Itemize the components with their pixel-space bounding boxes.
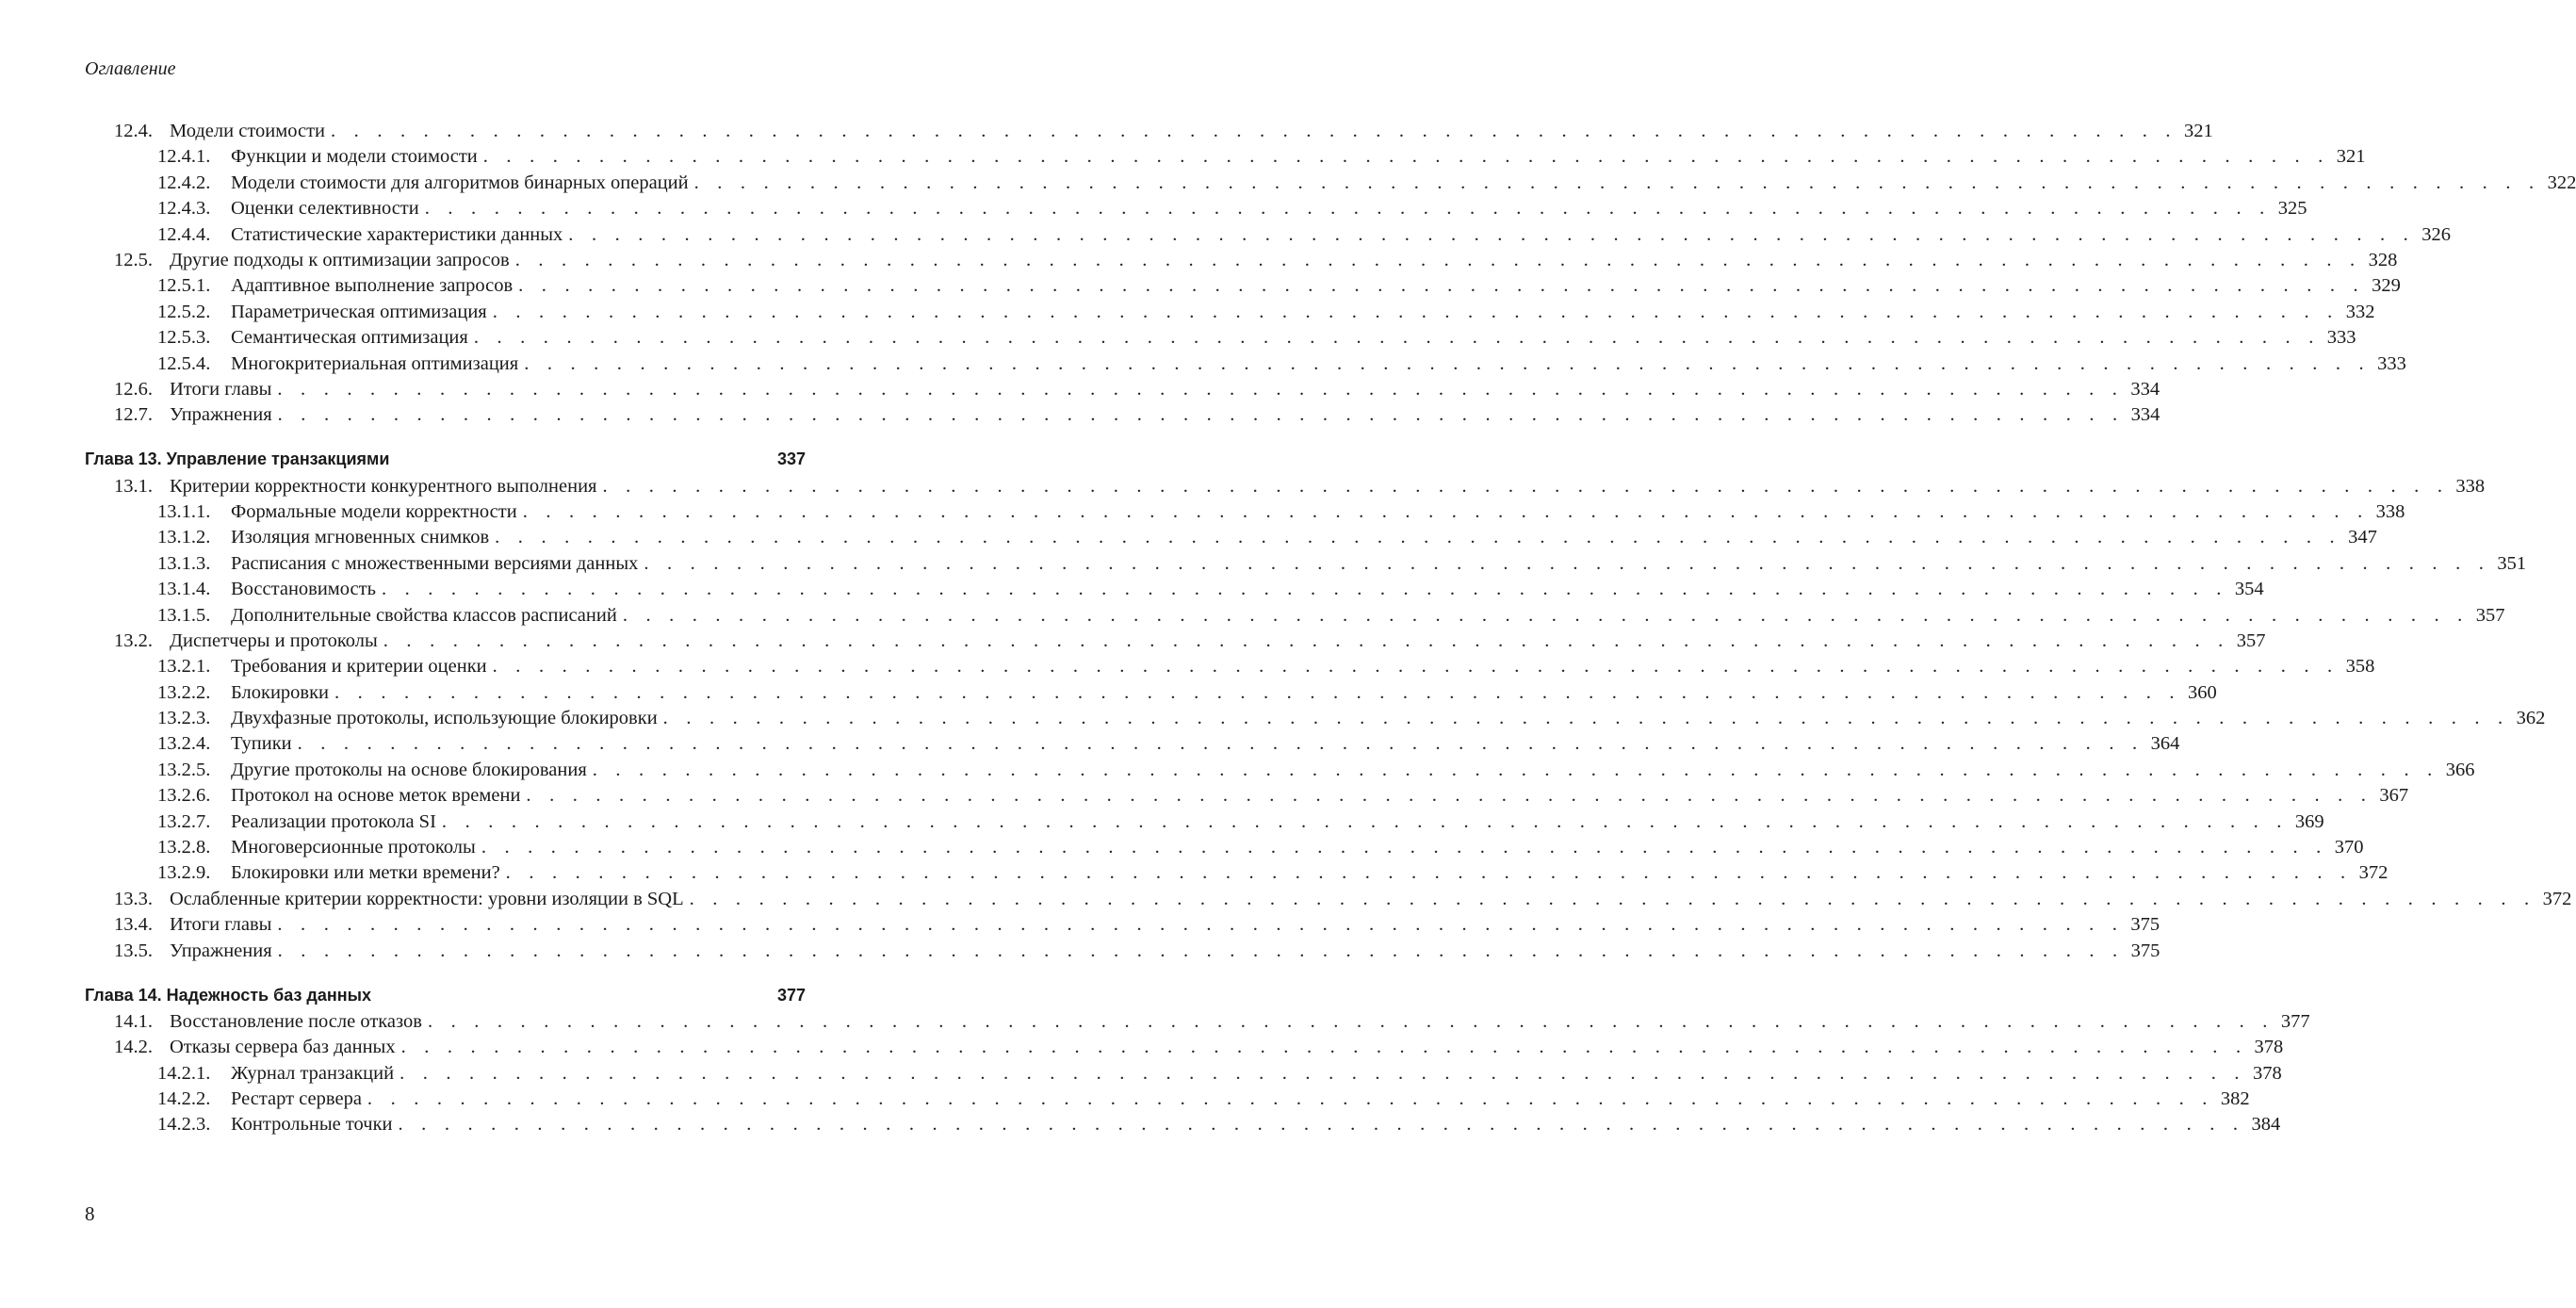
toc-entry-page: 333: [2321, 327, 2356, 349]
dot-leader: . . . . . . . . . . . . . . . . . . . . . . . . . . . . . . . . . . . . . . . . . . . . . . . . . . . . . . . . . . . . . . . . . . . . . . . . . . . . . . . .: [297, 733, 2144, 755]
toc-entry-number: 14.2.3.: [157, 1114, 211, 1136]
toc-subsection-entry[interactable]: [85, 1062, 2282, 1088]
toc-subsection-entry[interactable]: [85, 1114, 2281, 1139]
toc-entry-page: 367: [2372, 785, 2408, 807]
dot-leader: . . . . . . . . . . . . . . . . . . . . . . . . . . . . . . . . . . . . . . . . . . . . . . . . . . . . . . . . . . . . . . . . . . . . . . . . . . . . . . . .: [398, 1114, 2245, 1136]
dot-leader: . . . . . . . . . . . . . . . . . . . . . . . . . . . . . . . . . . . . . . . . . . . . . . . . . . . . . . . . . . . . . . . . . . . . . . . . . . . . . . . .: [441, 810, 2289, 832]
toc-entry-title: Диспетчеры и протоколы: [170, 630, 383, 652]
toc-section-entry[interactable]: [85, 888, 2572, 914]
toc-entry-title: Другие подходы к оптимизации запросов: [170, 250, 515, 271]
toc-subsection-entry[interactable]: [85, 862, 2389, 888]
toc-entry-number: 12.4.: [114, 121, 153, 141]
toc-entry-number: 12.4.2.: [157, 172, 211, 193]
toc-subsection-entry[interactable]: [85, 1088, 2250, 1114]
toc-entry-title: Семантическая оптимизация: [231, 327, 474, 349]
toc-entry-page: 358: [2339, 656, 2374, 678]
dot-leader: . . . . . . . . . . . . . . . . . . . . . . . . . . . . . . . . . . . . . . . . . . . . . . . . . . . . . . . . . . . . . . . . . . . . . . . . . . . . . . . .: [399, 1062, 2246, 1084]
dot-leader: . . . . . . . . . . . . . . . . . . . . . . . . . . . . . . . . . . . . . . . . . . . . . . . . . . . . . . . . . . . . . . . . . . . . . . . . . . . . . . . .: [602, 475, 2450, 497]
toc-section-entry[interactable]: [85, 378, 2160, 404]
toc-entry-page: 329: [2365, 275, 2401, 297]
toc-entry-number: 13.1.2.: [157, 527, 211, 548]
toc-entry-title: Двухфазные протоколы, использующие блокировки: [231, 708, 663, 729]
toc-entry-page: 321: [2177, 121, 2213, 142]
toc-entry-page: 378: [2246, 1063, 2282, 1085]
toc-entry-page: 347: [2341, 527, 2377, 548]
dot-leader: . . . . . . . . . . . . . . . . . . . . . . . . . . . . . . . . . . . . . . . . . . . . . . . . . . . . . . . . . . . . . . . . . . . . . . . . . . . . . . . .: [367, 1088, 2214, 1110]
toc-entry-number: 12.7.: [114, 404, 153, 426]
chapter-page: 377: [776, 985, 806, 1005]
toc-entry-number: 13.2.6.: [157, 785, 211, 807]
toc-subsection-entry[interactable]: [85, 223, 2451, 250]
toc-entry-number: 13.2.5.: [157, 759, 211, 780]
dot-leader: . . . . . . . . . . . . . . . . . . . . . . . . . . . . . . . . . . . . . . . . . . . . . . . . . . . . . . . . . . . . . . . . . . . . . . . . . . . . . . . .: [662, 708, 2510, 729]
dot-leader: . . . . . . . . . . . . . . . . . . . . . . . . . . . . . . . . . . . . . . . . . . . . . . . . . . . . . . . . . . . . . . . . . . . . . . . . . . . . . . . .: [622, 604, 2470, 626]
toc-subsection-entry[interactable]: [85, 681, 2217, 708]
toc-entry-title: Изоляция мгновенных снимков: [231, 527, 495, 548]
dot-leader: . . . . . . . . . . . . . . . . . . . . . . . . . . . . . . . . . . . . . . . . . . . . . . . . . . . . . . . . . . . . . . . . . . . . . . . . . . . . . . . .: [381, 579, 2228, 600]
chapter-page: 337: [776, 450, 806, 469]
toc-entry-page: 360: [2181, 682, 2217, 704]
toc-entry-number: 12.5.2.: [157, 301, 211, 322]
toc-entry-title: Требования и критерии оценки: [231, 656, 493, 678]
toc-entry-page: 375: [2124, 940, 2160, 962]
toc-entry-title: Блокировки: [231, 682, 334, 704]
toc-entry-title: Протокол на основе меток времени: [231, 785, 526, 807]
toc-entry-title: Другие протоколы на основе блокирования: [231, 760, 593, 781]
toc-entry-page: 378: [2247, 1037, 2283, 1058]
toc-entry-number: 14.2.1.: [157, 1062, 211, 1084]
toc-entry-title: Отказы сервера баз данных: [170, 1037, 401, 1058]
toc-entry-number: 13.2.7.: [157, 810, 211, 832]
toc-entry-page: 322: [2540, 172, 2576, 194]
toc-entry-number: 13.2.1.: [157, 656, 211, 678]
toc-entry-number: 14.2.: [114, 1037, 153, 1058]
toc-subsection-entry[interactable]: [85, 708, 2546, 733]
toc-section-entry[interactable]: [85, 475, 2486, 501]
toc-entry-page: 334: [2124, 379, 2160, 401]
toc-subsection-entry[interactable]: [85, 527, 2377, 552]
running-head-title: Оглавление: [85, 58, 176, 79]
toc-subsection-entry[interactable]: [85, 785, 2409, 810]
dot-leader: . . . . . . . . . . . . . . . . . . . . . . . . . . . . . . . . . . . . . . . . . . . . . . . . . . . . . . . . . . . . . . . . . . . . . . . . . . . . . . . .: [277, 914, 2125, 936]
toc-entry-number: 13.1.3.: [157, 552, 211, 574]
dot-leader: . . . . . . . . . . . . . . . . . . . . . . . . . . . . . . . . . . . . . . . . . . . . . . . . . . . . . . . . . . . . . . . . . . . . . . . . . . . . . . . .: [524, 352, 2371, 374]
toc-entry-number: 12.5.1.: [157, 275, 211, 297]
toc-subsection-entry[interactable]: [85, 301, 2375, 327]
toc-entry-number: 13.1.1.: [157, 500, 211, 522]
table-of-contents: [85, 121, 2576, 1140]
toc-entry-number: 13.2.2.: [157, 681, 211, 703]
toc-entry-number: 12.5.4.: [157, 352, 211, 374]
toc-section-entry[interactable]: [85, 914, 2160, 940]
dot-leader: . . . . . . . . . . . . . . . . . . . . . . . . . . . . . . . . . . . . . . . . . . . . . . . . . . . . . . . . . . . . . . . . . . . . . . . . . . . . . . . .: [568, 223, 2415, 245]
toc-entry-number: 14.2.2.: [157, 1088, 211, 1110]
toc-entry-title: Многокритериальная оптимизация: [231, 353, 524, 375]
toc-entry-title: Восстановление после отказов: [170, 1011, 428, 1033]
toc-entry-title: Восстановимость: [231, 579, 382, 600]
toc-subsection-entry[interactable]: [85, 146, 2366, 172]
dot-leader: . . . . . . . . . . . . . . . . . . . . . . . . . . . . . . . . . . . . . . . . . . . . . . . . . . . . . . . . . . . . . . . . . . . . . . . . . . . . . . . .: [505, 862, 2353, 884]
toc-entry-page: 364: [2144, 733, 2179, 755]
toc-entry-number: 13.2.8.: [157, 837, 211, 858]
toc-entry-title: Дополнительные свойства классов расписаний: [231, 605, 623, 627]
dot-leader: . . . . . . . . . . . . . . . . . . . . . . . . . . . . . . . . . . . . . . . . . . . . . . . . . . . . . . . . . . . . . . . . . . . . . . . . . . . . . . . .: [277, 404, 2125, 426]
dot-leader: . . . . . . . . . . . . . . . . . . . . . . . . . . . . . . . . . . . . . . . . . . . . . . . . . . . . . . . . . . . . . . . . . . . . . . . . . . . . . . . .: [481, 837, 2328, 858]
toc-entry-number: 12.6.: [114, 378, 153, 400]
toc-entry-title: Тупики: [231, 733, 298, 755]
dot-leader: . . . . . . . . . . . . . . . . . . . . . . . . . . . . . . . . . . . . . . . . . . . . . . . . . . . . . . . . . . . . . . . . . . . . . . . . . . . . . . . .: [400, 1037, 2248, 1058]
toc-subsection-entry[interactable]: [85, 275, 2401, 301]
toc-entry-page: 366: [2438, 760, 2474, 781]
toc-subsection-entry[interactable]: [85, 172, 2576, 198]
dot-leader: . . . . . . . . . . . . . . . . . . . . . . . . . . . . . . . . . . . . . . . . . . . . . . . . . . . . . . . . . . . . . . . . . . . . . . . . . . . . . . . .: [522, 500, 2370, 522]
toc-subsection-entry[interactable]: [85, 656, 2375, 681]
toc-entry-title: Упражнения: [170, 404, 278, 426]
toc-section-entry[interactable]: [85, 629, 2266, 656]
toc-subsection-entry[interactable]: [85, 352, 2406, 379]
toc-entry-page: 369: [2289, 811, 2324, 833]
dot-leader: . . . . . . . . . . . . . . . . . . . . . . . . . . . . . . . . . . . . . . . . . . . . . . . . . . . . . . . . . . . . . . . . . . . . . . . . . . . . . . . .: [492, 656, 2340, 678]
toc-entry-number: 13.4.: [114, 914, 153, 936]
toc-entry-number: 13.2.3.: [157, 708, 211, 729]
toc-entry-page: 333: [2371, 353, 2406, 375]
toc-entry-title: Адаптивное выполнение запросов: [231, 275, 518, 297]
toc-entry-page: 382: [2214, 1088, 2250, 1110]
toc-subsection-entry[interactable]: [85, 579, 2264, 604]
dot-leader: . . . . . . . . . . . . . . . . . . . . . . . . . . . . . . . . . . . . . . . . . . . . . . . . . . . . . . . . . . . . . . . . . . . . . . . . . . . . . . . .: [693, 172, 2541, 193]
toc-entry-page: 372: [2352, 862, 2388, 884]
dot-leader: . . . . . . . . . . . . . . . . . . . . . . . . . . . . . . . . . . . . . . . . . . . . . . . . . . . . . . . . . . . . . . . . . . . . . . . . . . . . . . . .: [473, 327, 2321, 349]
dot-leader: . . . . . . . . . . . . . . . . . . . . . . . . . . . . . . . . . . . . . . . . . . . . . . . . . . . . . . . . . . . . . . . . . . . . . . . . . . . . . . . .: [383, 629, 2230, 651]
toc-entry-page: 354: [2228, 579, 2264, 600]
toc-entry-title: Упражнения: [170, 940, 278, 962]
toc-entry-page: 362: [2509, 708, 2545, 729]
toc-entry-page: 321: [2329, 146, 2365, 168]
toc-entry-title: Ослабленные критерии корректности: уровни изоляции в SQL: [170, 889, 690, 910]
toc-entry-title: Расписания с множественными версиями данных: [231, 553, 644, 575]
toc-entry-page: 325: [2271, 198, 2307, 220]
toc-entry-number: 13.2.9.: [157, 862, 211, 884]
dot-leader: . . . . . . . . . . . . . . . . . . . . . . . . . . . . . . . . . . . . . . . . . . . . . . . . . . . . . . . . . . . . . . . . . . . . . . . . . . . . . . . .: [427, 1010, 2274, 1032]
toc-entry-title: Критерии корректности конкурентного выполнения: [170, 476, 602, 498]
dot-leader: . . . . . . . . . . . . . . . . . . . . . . . . . . . . . . . . . . . . . . . . . . . . . . . . . . . . . . . . . . . . . . . . . . . . . . . . . . . . . . . .: [592, 759, 2439, 780]
toc-entry-page: 370: [2328, 837, 2364, 858]
toc-subsection-entry[interactable]: [85, 552, 2527, 579]
toc-entry-title: Формальные модели корректности: [231, 501, 523, 523]
toc-entry-title: Контрольные точки: [231, 1114, 399, 1136]
chapter-title: Глава 13. Управление транзакциями: [85, 450, 390, 469]
toc-entry-page: 372: [2535, 889, 2571, 910]
toc-entry-number: 12.4.3.: [157, 198, 211, 220]
toc-entry-number: 13.1.: [114, 475, 153, 497]
toc-entry-title: Итоги главы: [170, 914, 277, 936]
toc-entry-title: Многоверсионные протоколы: [231, 837, 481, 858]
dot-leader: . . . . . . . . . . . . . . . . . . . . . . . . . . . . . . . . . . . . . . . . . . . . . . . . . . . . . . . . . . . . . . . . . . . . . . . . . . . . . . . .: [424, 198, 2272, 220]
toc-chapter-heading[interactable]: [85, 450, 807, 475]
toc-section-entry[interactable]: [85, 940, 2160, 966]
dot-leader: . . . . . . . . . . . . . . . . . . . . . . . . . . . . . . . . . . . . . . . . . . . . . . . . . . . . . . . . . . . . . . . . . . . . . . . . . . . . . . . .: [277, 378, 2125, 400]
dot-leader: . . . . . . . . . . . . . . . . . . . . . . . . . . . . . . . . . . . . . . . . . . . . . . . . . . . . . . . . . . . . . . . . . . . . . . . . . . . . . . . .: [644, 552, 2491, 574]
toc-entry-page: 375: [2124, 914, 2160, 936]
toc-entry-page: 357: [2229, 630, 2265, 652]
toc-subsection-entry[interactable]: [85, 837, 2364, 862]
toc-entry-title: Параметрическая оптимизация: [231, 302, 493, 323]
toc-subsection-entry[interactable]: [85, 500, 2405, 527]
toc-entry-number: 13.2.: [114, 629, 153, 651]
toc-entry-page: 357: [2470, 605, 2505, 627]
dot-leader: . . . . . . . . . . . . . . . . . . . . . . . . . . . . . . . . . . . . . . . . . . . . . . . . . . . . . . . . . . . . . . . . . . . . . . . . . . . . . . . .: [492, 301, 2340, 322]
toc-entry-page: 351: [2490, 553, 2526, 575]
dot-leader: . . . . . . . . . . . . . . . . . . . . . . . . . . . . . . . . . . . . . . . . . . . . . . . . . . . . . . . . . . . . . . . . . . . . . . . . . . . . . . . .: [518, 275, 2365, 297]
toc-entry-page: 384: [2244, 1114, 2280, 1136]
dot-leader: . . . . . . . . . . . . . . . . . . . . . . . . . . . . . . . . . . . . . . . . . . . . . . . . . . . . . . . . . . . . . . . . . . . . . . . . . . . . . . . .: [526, 785, 2373, 807]
toc-entry-number: 14.1.: [114, 1010, 153, 1032]
dot-leader: . . . . . . . . . . . . . . . . . . . . . . . . . . . . . . . . . . . . . . . . . . . . . . . . . . . . . . . . . . . . . . . . . . . . . . . . . . . . . . . .: [514, 249, 2362, 270]
toc-entry-title: Оценки селективности: [231, 198, 425, 220]
toc-subsection-entry[interactable]: [85, 733, 2180, 759]
toc-entry-title: Журнал транзакций: [231, 1063, 399, 1085]
toc-section-entry[interactable]: [85, 1010, 2310, 1037]
toc-subsection-entry[interactable]: [85, 327, 2356, 352]
toc-entry-title: Реализации протокола SI: [231, 811, 442, 833]
toc-subsection-entry[interactable]: [85, 198, 2307, 223]
toc-chapter-heading[interactable]: [85, 986, 807, 1011]
chapter-title: Глава 14. Надежность баз данных: [85, 985, 371, 1005]
toc-entry-title: Статистические характеристики данных: [231, 224, 568, 246]
toc-entry-title: Модели стоимости: [170, 121, 331, 142]
toc-entry-number: 13.3.: [114, 888, 153, 909]
toc-section-entry[interactable]: [85, 249, 2398, 275]
page-number: 8: [85, 1202, 95, 1225]
toc-section-entry[interactable]: [85, 404, 2160, 430]
toc-entry-number: 12.4.4.: [157, 223, 211, 245]
toc-entry-title: Рестарт сервера: [231, 1088, 367, 1110]
toc-subsection-entry[interactable]: [85, 810, 2324, 837]
toc-entry-number: 13.5.: [114, 940, 153, 961]
dot-leader: . . . . . . . . . . . . . . . . . . . . . . . . . . . . . . . . . . . . . . . . . . . . . . . . . . . . . . . . . . . . . . . . . . . . . . . . . . . . . . . .: [334, 681, 2181, 703]
dot-leader: . . . . . . . . . . . . . . . . . . . . . . . . . . . . . . . . . . . . . . . . . . . . . . . . . . . . . . . . . . . . . . . . . . . . . . . . . . . . . . . .: [689, 888, 2536, 909]
toc-subsection-entry[interactable]: [85, 759, 2475, 785]
toc-entry-page: 338: [2369, 501, 2405, 523]
dot-leader: . . . . . . . . . . . . . . . . . . . . . . . . . . . . . . . . . . . . . . . . . . . . . . . . . . . . . . . . . . . . . . . . . . . . . . . . . . . . . . . .: [331, 121, 2177, 141]
toc-entry-number: 13.1.5.: [157, 604, 211, 626]
toc-entry-page: 332: [2339, 302, 2374, 323]
toc-entry-page: 334: [2124, 404, 2160, 426]
toc-entry-page: 377: [2274, 1011, 2310, 1033]
dot-leader: . . . . . . . . . . . . . . . . . . . . . . . . . . . . . . . . . . . . . . . . . . . . . . . . . . . . . . . . . . . . . . . . . . . . . . . . . . . . . . . .: [495, 527, 2341, 548]
dot-leader: . . . . . . . . . . . . . . . . . . . . . . . . . . . . . . . . . . . . . . . . . . . . . . . . . . . . . . . . . . . . . . . . . . . . . . . . . . . . . . . .: [482, 146, 2330, 168]
toc-entry-title: Итоги главы: [170, 379, 277, 401]
toc-subsection-entry[interactable]: [85, 604, 2505, 630]
toc-entry-title: Функции и модели стоимости: [231, 146, 483, 168]
toc-entry-number: 13.2.4.: [157, 733, 211, 755]
toc-entry-number: 12.5.: [114, 249, 153, 270]
toc-entry-title: Блокировки или метки времени?: [231, 862, 506, 884]
toc-entry-page: 328: [2361, 250, 2397, 271]
toc-entry-number: 13.1.4.: [157, 579, 211, 600]
toc-entry-page: 326: [2415, 224, 2451, 246]
toc-entry-page: 338: [2449, 476, 2485, 498]
toc-entry-number: 12.4.1.: [157, 146, 211, 168]
toc-entry-number: 12.5.3.: [157, 327, 211, 349]
toc-section-entry[interactable]: [85, 1037, 2284, 1062]
dot-leader: . . . . . . . . . . . . . . . . . . . . . . . . . . . . . . . . . . . . . . . . . . . . . . . . . . . . . . . . . . . . . . . . . . . . . . . . . . . . . . . .: [277, 940, 2125, 961]
toc-entry-title: Модели стоимости для алгоритмов бинарных операций: [231, 172, 694, 194]
toc-section-entry[interactable]: [85, 121, 2213, 146]
